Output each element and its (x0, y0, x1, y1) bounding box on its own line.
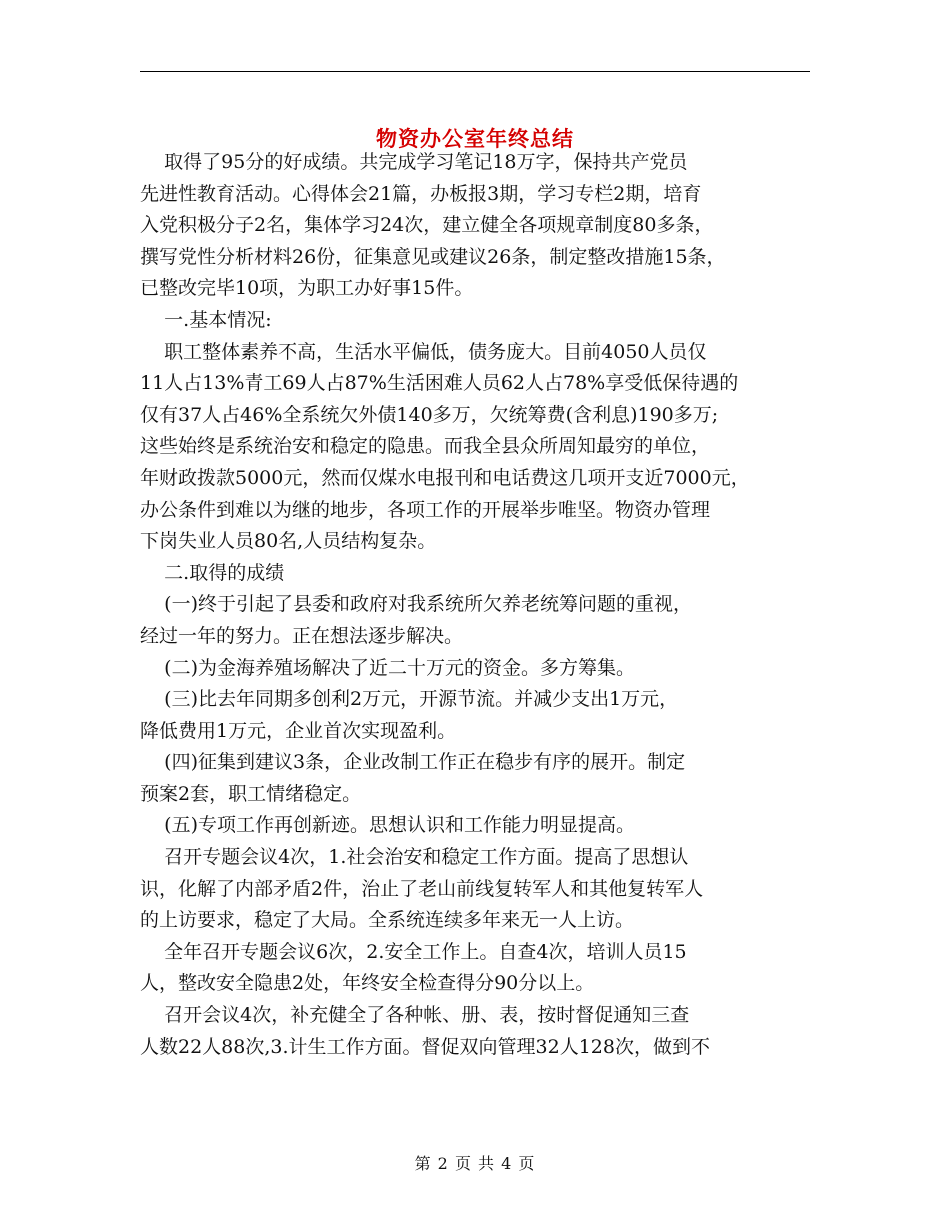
body-line: 取得了95分的好成绩。共完成学习笔记18万字，保持共产党员 (140, 151, 688, 173)
body-line: 降低费用1万元，企业首次实现盈利。 (140, 719, 457, 742)
body-line: 人，整改安全隐患2处，年终安全检查得分90分以上。 (140, 972, 595, 995)
body-line: (四)征集到建议3条，企业改制工作正在稳步有序的展开。制定 (140, 751, 686, 774)
body-line: 人数22人88次,3.计生工作方面。督促双向管理32人128次，做到不 (140, 1035, 710, 1058)
body-line: 全年召开专题会议6次，2.安全工作上。自查4次，培训人员15 (140, 940, 687, 963)
body-line: 识，化解了内部矛盾2件，治止了老山前线复转军人和其他复转军人 (140, 877, 704, 900)
body-line: (三)比去年同期多创利2万元，开源节流。并减少支出1万元， (140, 688, 679, 711)
document-title: 物资办公室年终总结 (376, 126, 574, 152)
body-line: 撰写党性分析材料26份，征集意见或建议26条，制定整改措施15条， (140, 245, 726, 268)
document-body (140, 147, 820, 1063)
body-line: 职工整体素养不高，生活水平偏低，债务庞大。目前4050人员仅 (140, 340, 707, 363)
body-line: (一)终于引起了县委和政府对我系统所欠养老统筹问题的重视， (140, 593, 692, 616)
body-line: (二)为金海养殖场解决了近二十万元的资金。多方筹集。 (140, 656, 635, 679)
body-line: 下岗失业人员80名,人员结构复杂。 (140, 530, 437, 553)
header-rule (140, 71, 810, 72)
section-heading: 一.基本情况: (140, 308, 272, 331)
page-footer: 第 2 页 共 4 页 (414, 1154, 536, 1173)
body-line: 的上访要求，稳定了大局。全系统连续多年来无一人上访。 (140, 909, 635, 932)
body-line: 召开会议4次，补充健全了各种帐、册、表，按时督促通知三查 (140, 1004, 690, 1027)
body-line: 这些始终是系统治安和稳定的隐患。而我全县众所周知最穷的单位， (140, 435, 711, 458)
body-line: 先进性教育活动。心得体会21篇，办板报3期，学习专栏2期，培育 (140, 182, 702, 205)
section-heading: 二.取得的成绩 (140, 561, 285, 584)
body-line: 已整改完毕10项，为职工办好事15件。 (140, 277, 474, 300)
body-line: 11人占13%青工69人占87%生活困难人员62人占78%享受低保待遇的 (140, 372, 739, 395)
body-line: 召开专题会议4次，1.社会治安和稳定工作方面。提高了思想认 (140, 846, 689, 869)
body-line: 预案2套，职工情绪稳定。 (140, 782, 362, 805)
body-line: (五)专项工作再创新迹。思想认识和工作能力明显提高。 (140, 814, 635, 837)
body-line: 办公条件到难以为继的地步，各项工作的开展举步唯坚。物资办管理 (140, 498, 711, 521)
body-line: 经过一年的努力。正在想法逐步解决。 (140, 624, 464, 647)
body-line: 入党积极分子2名，集体学习24次，建立健全各项规章制度80多条， (140, 214, 714, 237)
body-line: 年财政拨款5000元，然而仅煤水电报刊和电话费这几项开支近7000元， (140, 466, 750, 489)
body-line: 仅有37人占46%全系统欠外债140多万，欠统筹费(含利息)190多万; (140, 403, 719, 426)
